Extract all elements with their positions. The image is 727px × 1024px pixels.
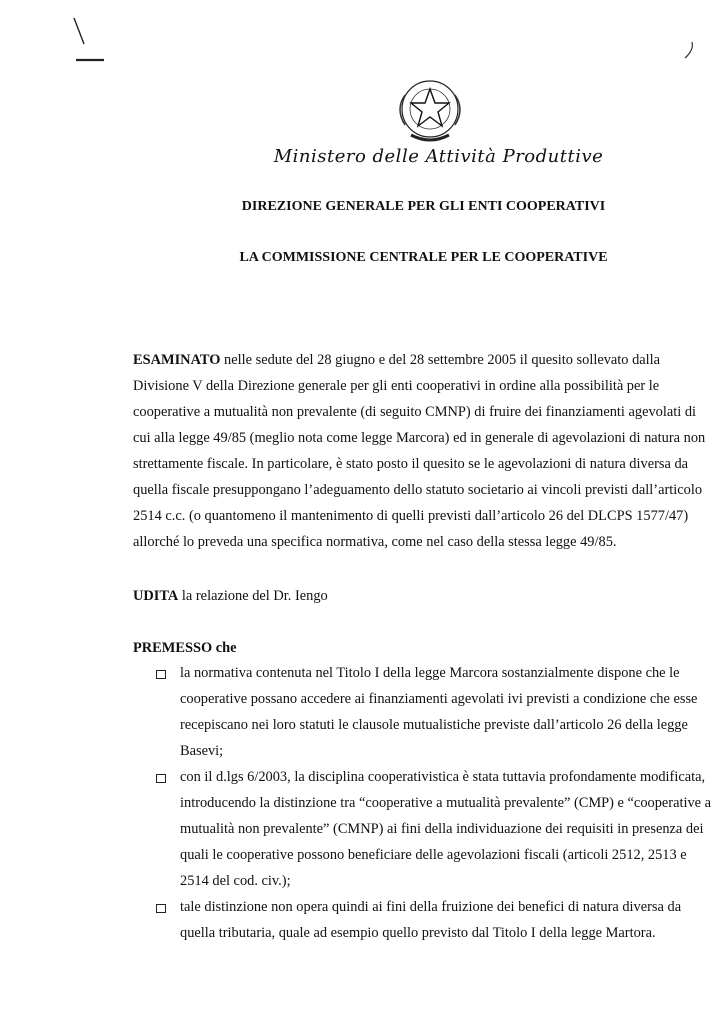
handwritten-mark [70, 14, 110, 64]
list-item: la normativa contenuta nel Titolo I della legge Marcora sostanzialmente dispone che le cooperative possano accedere ai finanziamenti agevolati ivi previsti a condizione che esse recepiscano nei loro statuti le clausole mutualistiche previste dall’articolo 26 della legge Basevi; [133, 660, 727, 764]
udita-lead: UDITA [133, 588, 179, 604]
handwritten-mark-right [682, 40, 696, 60]
checkbox-bullet-icon [156, 670, 166, 679]
directorate-heading: DIREZIONE GENERALE PER GLI ENTI COOPERATIVI [241, 199, 606, 214]
paragraph-line: quella fiscale presuppongano l’adeguamento dello statuto societario ai vincoli previsti dall’articolo [133, 482, 703, 498]
paragraph-line: Divisione V della Direzione generale per gli enti cooperativi in ordine alla possibilità per le [133, 378, 660, 394]
udita-paragraph: UDITA la relazione del Dr. Iengo [133, 588, 328, 604]
checkbox-bullet-icon [156, 904, 166, 913]
paragraph-line: cui alla legge 49/85 (meglio nota come legge Marcora) ed in generale di agevolazioni di natura non [133, 430, 706, 446]
italian-emblem-icon [385, 75, 475, 147]
premesso-heading: PREMESSO che [133, 640, 237, 656]
esaminato-paragraph [133, 347, 727, 555]
premesso-list [133, 660, 727, 946]
paragraph-line: allorché lo preveda una specifica normativa, come nel caso della stessa legge 49/85. [133, 534, 617, 550]
paragraph-line: 2514 c.c. (o quantomeno il mantenimento di quelli previsti dall’articolo 26 del DLCPS 1577/47) [133, 508, 689, 524]
commission-heading: LA COMMISSIONE CENTRALE PER LE COOPERATIVE [239, 250, 608, 265]
paragraph-line: ESAMINATO nelle sedute del 28 giugno e del 28 settembre 2005 il quesito sollevato dalla [133, 352, 661, 368]
list-item: tale distinzione non opera quindi ai fini della fruizione dei benefici di natura diversa da quella tributaria, quale ad esempio quello previsto dal Titolo I della legge Martora. [133, 894, 727, 946]
checkbox-bullet-icon [156, 774, 166, 783]
list-item: con il d.lgs 6/2003, la disciplina cooperativistica è stata tuttavia profondamente modificata, introducendo la distinzione tra “cooperative a mutualità prevalente” (CMP) e “cooperative a mutualità non prevalente” (CMNP) ai fini della individuazione dei requisiti in presenza dei quali le cooperative possono beneficiare delle agevolazioni fiscali (articoli 2512, 2513 e 2514 del cod. civ.); [133, 764, 727, 894]
paragraph-line: strettamente fiscale. In particolare, è stato posto il quesito se le agevolazioni di natura diversa da [133, 456, 689, 472]
ministry-title: Ministero delle Attività Produttive [273, 146, 604, 167]
esaminato-lead: ESAMINATO [133, 352, 221, 368]
paragraph-line: cooperative a mutualità non prevalente (di seguito CMNP) di fruire dei finanziamenti agevolati di [133, 404, 697, 420]
